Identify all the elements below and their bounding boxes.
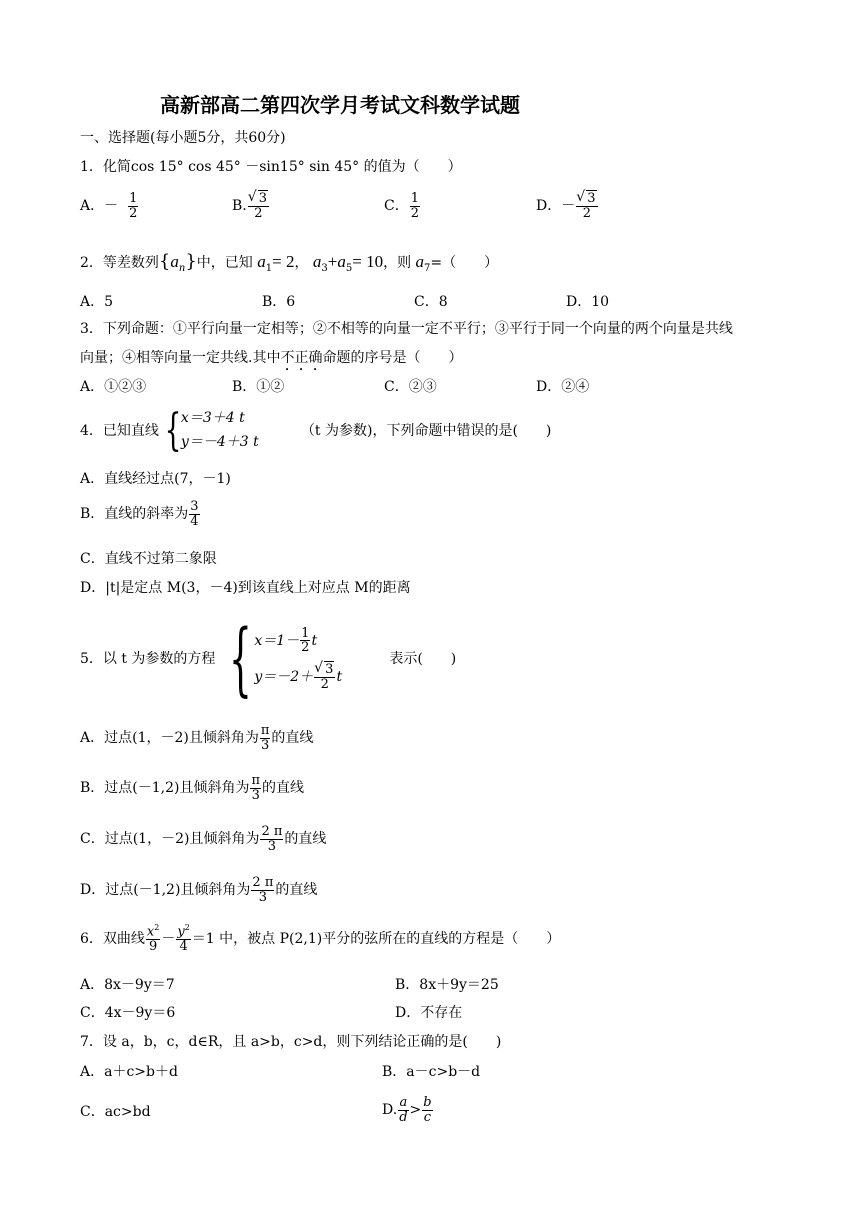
- q4-option-c: C．直线不过第二象限: [80, 551, 217, 567]
- q6-option-c: C．4x－9y＝6: [80, 1005, 176, 1021]
- q7-stem: 7．设 a，b，c，d∈R，且 a>b，c>d，则下列结论正确的是( ): [80, 1034, 502, 1050]
- q4-option-d: D．|t|是定点 M(3，－4)到该直线上对应点 M的距离: [80, 580, 411, 596]
- q7-option-c: C．ac>bd: [80, 1104, 151, 1120]
- q6-option-a: A．8x－9y＝7: [80, 977, 175, 993]
- q1-option-c: C． $\frac{1}{2}$: [384, 191, 419, 221]
- q3-option-b: B．①②: [232, 379, 285, 395]
- q4-stem: 4．已知直线 { x＝3＋4 t y＝－4＋3 t （t 为参数)，下列命题中错误的是( ): [80, 405, 552, 456]
- q3-stem-line1: 3．下列命题：①平行向量一定相等；②不相等的向量一定不平行；③平行于同一个向量的两个向量是共线: [80, 321, 733, 337]
- q6-option-b: B．8x＋9y＝25: [395, 977, 499, 993]
- q6-option-d: D．不存在: [395, 1005, 463, 1021]
- q1-option-a: A．－ $\frac{1}{2}$: [80, 191, 138, 221]
- q2-stem: 2．等差数列$\{a_n\}$中，已知 $a_1= 2$， $a_3+a_5= 10$，则 $a_7=$（ ）: [80, 251, 499, 274]
- q4-option-b: B．直线的斜率为 $\frac{3}{4}$: [80, 499, 199, 529]
- q3-option-c: C．②③: [384, 379, 437, 395]
- q5-option-b: B．过点(－1,2)且倾斜角为 $\frac{\pi}{3}$ 的直线: [80, 773, 305, 803]
- q2-option-b: B．6: [262, 294, 296, 310]
- q3-option-a: A．①②③: [80, 379, 147, 395]
- q3-stem-line2: 向量；④相等向量一定共线.其中不正确命题的序号是（ ）: [80, 350, 463, 366]
- q4-option-a: A．直线经过点(7，－1): [80, 471, 231, 487]
- q2-option-a: A．5: [80, 294, 114, 310]
- q5-option-c: C．过点(1，－2)且倾斜角为 $\frac{2 \pi}{3}$ 的直线: [80, 824, 327, 854]
- q5-option-d: D．过点(－1,2)且倾斜角为 $\frac{2 \pi}{3}$ 的直线: [80, 875, 318, 905]
- q5-stem: 5．以 t 为参数的方程 { x＝1－ $\frac{1}{2}$ t y＝－2＋ √ $\frac{3}{2}$ t 表示( ): [80, 614, 456, 704]
- q2-option-d: D．10: [566, 294, 610, 310]
- q1-option-b: B. √ $\frac{3}{2}$: [232, 192, 270, 220]
- q6-stem: 6．双曲线 $\frac{x^2}{9}$ － $\frac{y^2}{4}$ ＝1 中，被点 P(2,1)平分的弦所在的直线的方程是（ ）: [80, 923, 561, 954]
- q1-option-d: D．－ √ $\frac{3}{2}$: [536, 192, 599, 220]
- q7-option-b: B．a－c>b－d: [382, 1064, 481, 1080]
- q1-stem: 1．化简cos 15° cos 45° －sin15° sin 45° 的值为（ ）: [80, 159, 462, 175]
- q7-option-d: D. $\frac{a}{d}$ > $\frac{b}{c}$: [382, 1095, 432, 1125]
- section-heading: 一、选择题(每小题5分，共60分): [80, 130, 286, 146]
- q5-option-a: A．过点(1，－2)且倾斜角为 $\frac{\pi}{3}$ 的直线: [80, 723, 314, 753]
- page-title: 高新部高二第四次学月考试文科数学试题: [160, 93, 520, 117]
- q2-option-c: C．8: [414, 294, 448, 310]
- q7-option-a: A．a＋c>b＋d: [80, 1064, 178, 1080]
- q3-option-d: D．②④: [536, 379, 590, 395]
